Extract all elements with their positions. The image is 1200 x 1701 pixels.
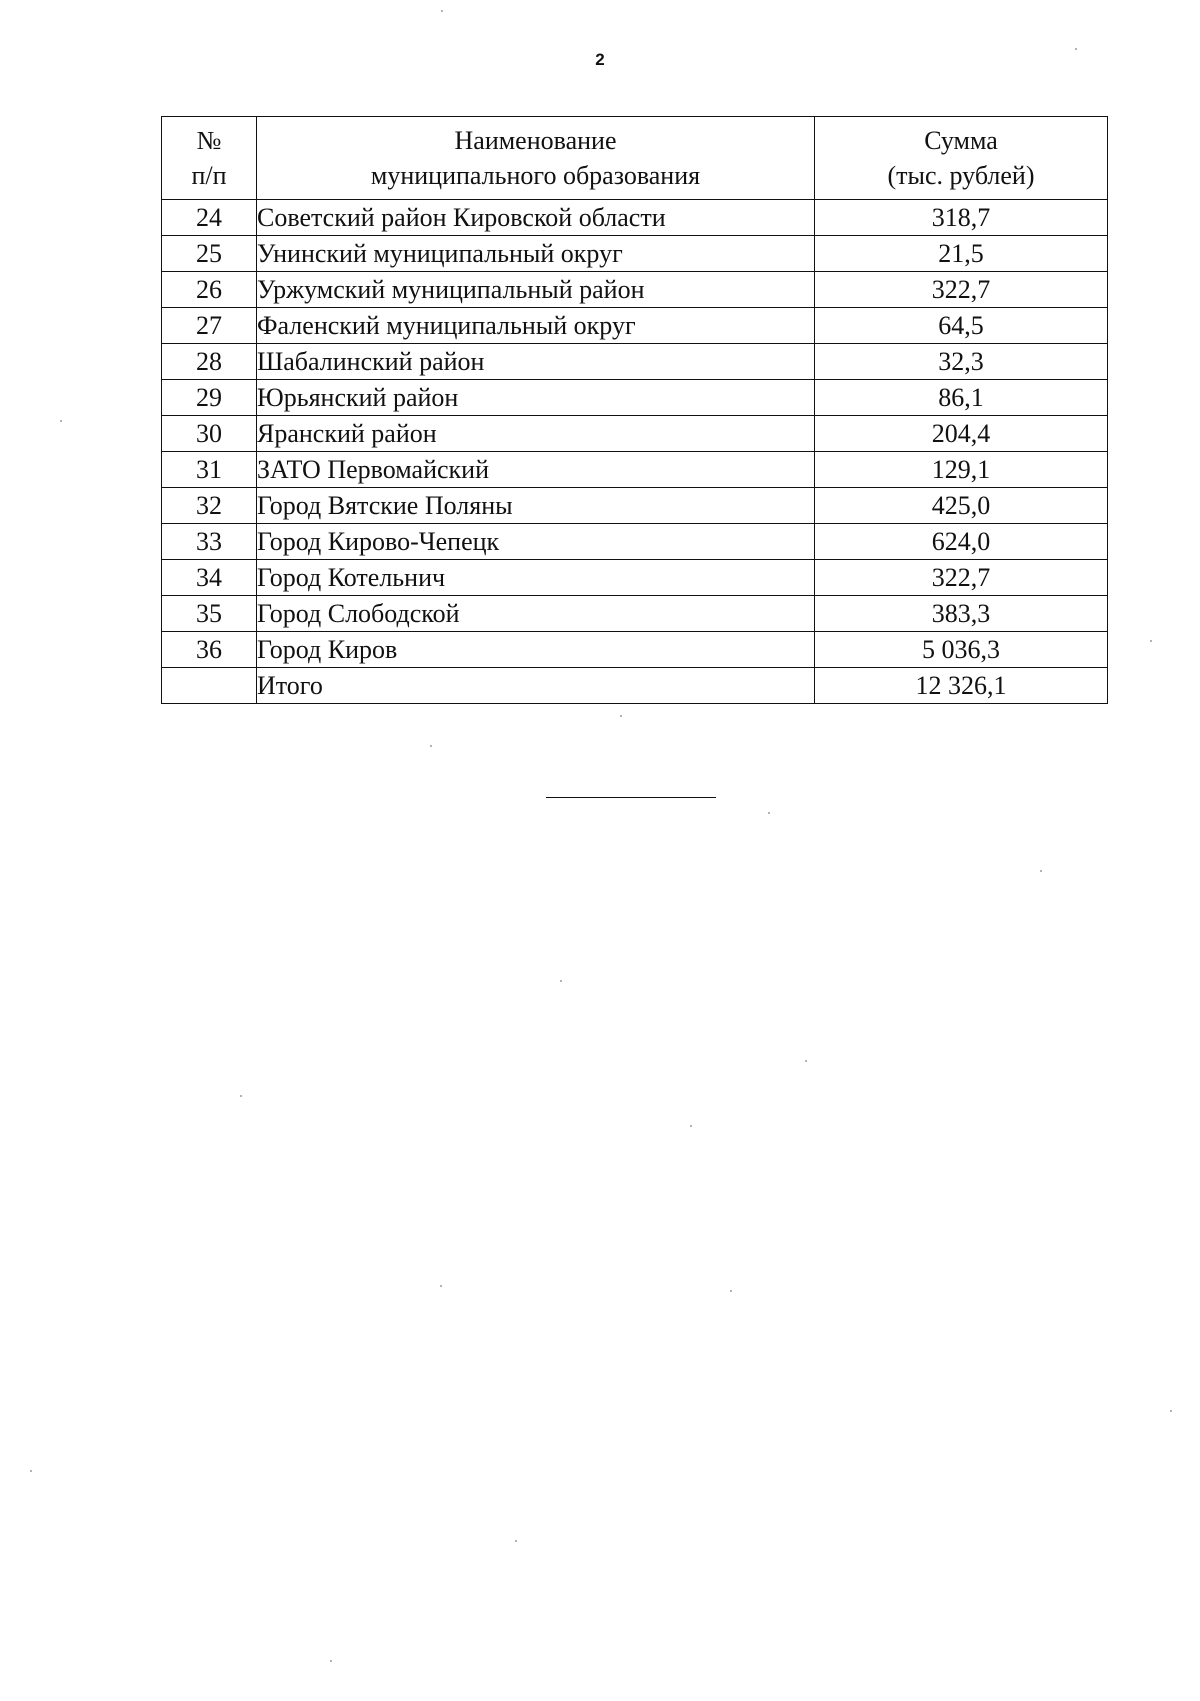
row-sum: 425,0 xyxy=(815,488,1108,524)
scan-speck xyxy=(330,1660,332,1662)
row-number: 24 xyxy=(162,200,257,236)
scan-speck xyxy=(620,715,622,717)
row-sum: 624,0 xyxy=(815,524,1108,560)
row-number: 28 xyxy=(162,344,257,380)
row-sum: 318,7 xyxy=(815,200,1108,236)
table-row xyxy=(162,488,1108,524)
scan-speck xyxy=(1040,870,1042,872)
row-name: Советский район Кировской области xyxy=(257,200,815,236)
table-row xyxy=(162,344,1108,380)
scan-speck xyxy=(515,1540,517,1542)
scan-speck xyxy=(441,10,443,12)
scan-speck xyxy=(440,1285,442,1287)
row-name: Город Котельнич xyxy=(257,560,815,596)
header-number xyxy=(162,117,257,200)
row-number: 31 xyxy=(162,452,257,488)
header-sum-line1: Сумма xyxy=(924,126,998,155)
total-number xyxy=(162,668,257,704)
scan-speck xyxy=(560,980,562,982)
row-name: Город Вятские Поляны xyxy=(257,488,815,524)
row-number: 35 xyxy=(162,596,257,632)
row-number: 34 xyxy=(162,560,257,596)
header-name xyxy=(257,117,815,200)
row-sum: 21,5 xyxy=(815,236,1108,272)
scan-speck xyxy=(240,1095,242,1097)
table-row xyxy=(162,272,1108,308)
scan-speck xyxy=(730,1290,732,1292)
total-row xyxy=(162,668,1108,704)
table-row xyxy=(162,560,1108,596)
table-header-row xyxy=(162,117,1108,200)
page-number: 2 xyxy=(595,50,605,69)
row-name: Шабалинский район xyxy=(257,344,815,380)
row-number: 27 xyxy=(162,308,257,344)
row-name: Город Слободской xyxy=(257,596,815,632)
total-sum: 12 326,1 xyxy=(815,668,1108,704)
total-label: Итого xyxy=(257,668,815,704)
table-row xyxy=(162,236,1108,272)
row-sum: 5 036,3 xyxy=(815,632,1108,668)
row-name: Яранский район xyxy=(257,416,815,452)
row-sum: 322,7 xyxy=(815,272,1108,308)
row-number: 32 xyxy=(162,488,257,524)
scan-speck xyxy=(690,1125,692,1127)
scan-speck xyxy=(805,1060,807,1062)
scan-speck xyxy=(430,745,432,747)
scan-speck xyxy=(1075,48,1077,50)
row-name: ЗАТО Первомайский xyxy=(257,452,815,488)
row-sum: 32,3 xyxy=(815,344,1108,380)
scan-speck xyxy=(768,812,770,814)
header-number-line2: п/п xyxy=(191,161,227,190)
header-sum-line2: (тыс. рублей) xyxy=(887,161,1035,190)
row-name: Юрьянский район xyxy=(257,380,815,416)
row-name: Уржумский муниципальный район xyxy=(257,272,815,308)
header-name-line2: муниципального образования xyxy=(370,161,701,190)
scan-speck xyxy=(1170,1410,1172,1412)
table-row xyxy=(162,380,1108,416)
row-number: 36 xyxy=(162,632,257,668)
row-sum: 204,4 xyxy=(815,416,1108,452)
row-number: 25 xyxy=(162,236,257,272)
row-sum: 322,7 xyxy=(815,560,1108,596)
row-name: Фаленский муниципальный округ xyxy=(257,308,815,344)
scan-speck xyxy=(60,420,62,422)
table-row xyxy=(162,596,1108,632)
row-name: Город Киров xyxy=(257,632,815,668)
scan-speck xyxy=(30,1470,32,1472)
row-sum: 383,3 xyxy=(815,596,1108,632)
table-row xyxy=(162,308,1108,344)
table-row xyxy=(162,452,1108,488)
row-name: Город Кирово-Чепецк xyxy=(257,524,815,560)
row-name: Унинский муниципальный округ xyxy=(257,236,815,272)
header-number-line1: № xyxy=(196,126,222,155)
end-of-document-line xyxy=(546,797,716,798)
header-sum xyxy=(815,117,1108,200)
row-number: 29 xyxy=(162,380,257,416)
table-row xyxy=(162,200,1108,236)
allocation-table xyxy=(161,116,1108,704)
row-number: 33 xyxy=(162,524,257,560)
header-name-line1: Наименование xyxy=(454,126,617,155)
table-row xyxy=(162,632,1108,668)
row-number: 26 xyxy=(162,272,257,308)
row-sum: 86,1 xyxy=(815,380,1108,416)
row-sum: 64,5 xyxy=(815,308,1108,344)
table-row xyxy=(162,416,1108,452)
scan-speck xyxy=(1150,640,1152,642)
table-row xyxy=(162,524,1108,560)
row-number: 30 xyxy=(162,416,257,452)
row-sum: 129,1 xyxy=(815,452,1108,488)
